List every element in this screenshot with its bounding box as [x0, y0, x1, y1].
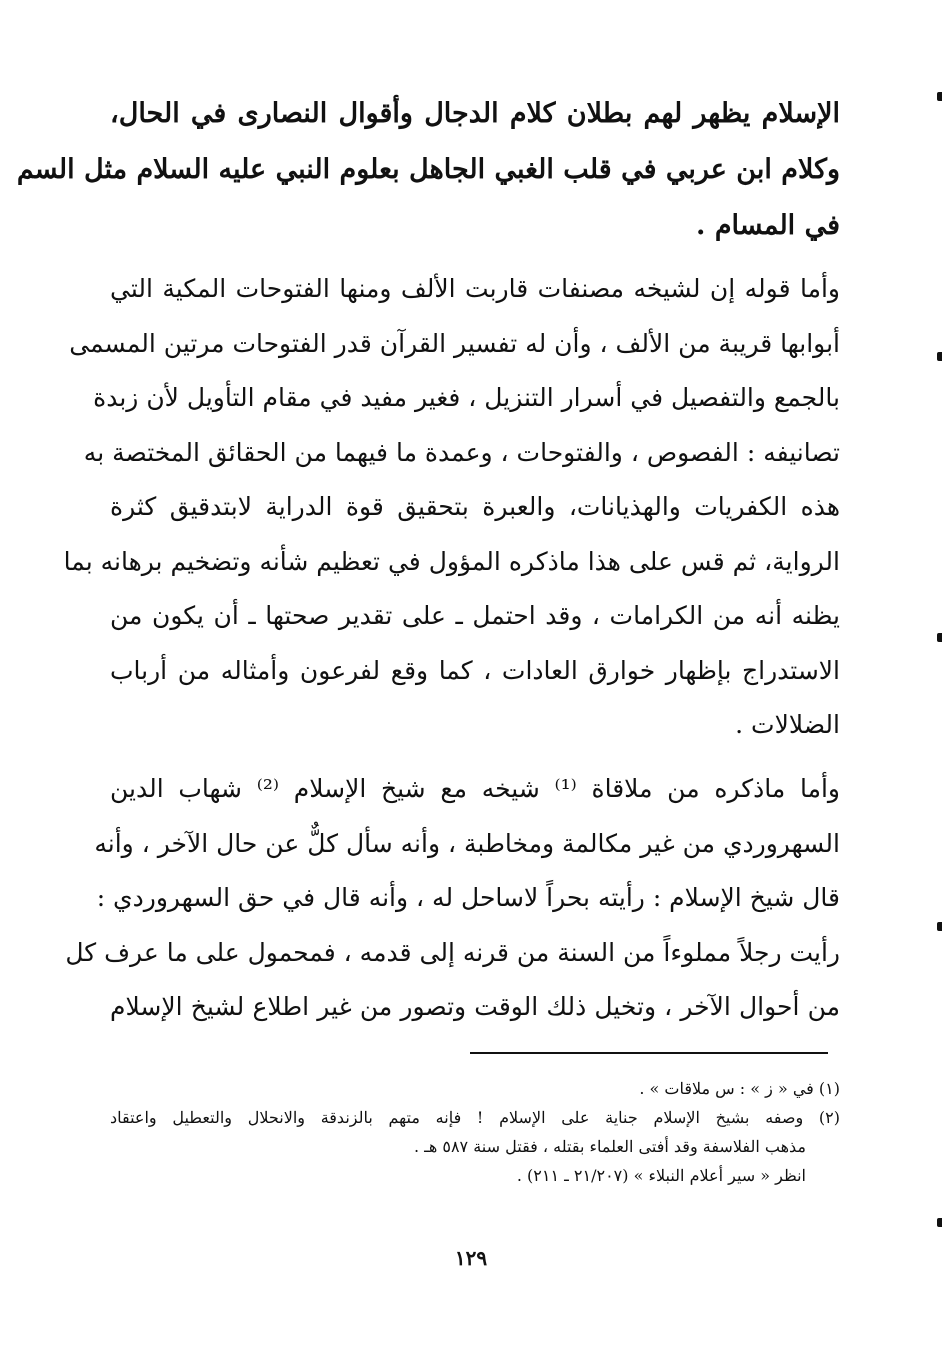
text-line: في المسام .: [696, 210, 840, 241]
page-number: ١٢٩: [454, 1246, 488, 1270]
text-line: الرواية، ثم قس على هذا ماذكره المؤول في تعظيم شأنه وتضخيم برهانه بما: [63, 546, 840, 576]
text-line: من أحوال الآخر ، وتخيل ذلك الوقت وتصور من غير اطلاع لشيخ الإسلام: [110, 992, 840, 1021]
footnote-2-line: (٢) وصفه بشيخ الإسلام جناية على الإسلام ! فإنه متهم بالزندقة والانحلال والتعطيل واعتقاد: [110, 1108, 840, 1127]
footnote-divider: [470, 1052, 828, 1054]
text-line: الإسلام يظهر لهم بطلان كلام الدجال وأقوال النصارى في الحال،: [110, 98, 840, 129]
scan-edge-mark: [937, 633, 942, 642]
text-line: وأما قوله إن لشيخه مصنفات قاربت الألف ومنها الفتوحات المكية التي: [110, 274, 840, 303]
bold-paragraph: [16, 86, 840, 254]
text-line: السهروردي من غير مكالمة ومخاطبة ، وأنه سأل كلٌّ عن حال الآخر ، وأنه: [94, 828, 840, 858]
scan-edge-mark: [937, 1218, 942, 1227]
footnote-2-reference: انظر « سير أعلام النبلاء » (٢١/٢٠٧ ـ ٢١١) .: [516, 1166, 806, 1185]
text-line: هذه الكفريات والهذيانات، والعبرة بتحقيق قوة الدراية لابتدقيق كثرة: [110, 492, 840, 521]
text-line: الاستدراج بإظهار خوارق العادات ، كما وقع لفرعون وأمثاله من أرباب: [110, 655, 840, 685]
text-line: وكلام ابن عربي في قلب الغبي الجاهل بعلوم النبي عليه السلام مثل السم: [16, 154, 840, 185]
text-line: قال شيخ الإسلام : رأيته بحراً لاساحل له ، وأنه قال في حق السهروردي :: [96, 883, 840, 912]
paragraph-3: [65, 762, 840, 1035]
footnote-2-line: مذهب الفلاسفة وقد أفتى العلماء بقتله ، فقتل سنة ٥٨٧ هـ .: [413, 1137, 806, 1156]
scan-edge-mark: [937, 922, 942, 931]
footnote-1: (١) في « ز » : س ملاقات » .: [639, 1079, 840, 1098]
text-line: الضلالات .: [735, 710, 840, 739]
text-line: يظنه أنه من الكرامات ، وقد احتمل ـ على تقدير صحتها ـ أن يكون من: [110, 601, 840, 630]
paragraph-2: [63, 262, 840, 753]
text-line: وأما ماذكره من ملاقاة ⁽¹⁾ شيخه مع شيخ الإسلام ⁽²⁾ شهاب الدين: [110, 774, 840, 803]
text-line: أبوابها قريبة من الألف ، وأن له تفسير القرآن قدر الفتوحات مرتين المسمى: [69, 328, 840, 358]
text-line: تصانيفه : الفصوص ، والفتوحات ، وعمدة ما فيهما من الحقائق المختصة به: [83, 437, 840, 467]
text-line: رأيت رجلاً مملوءاً من السنة من قرنه إلى قدمه ، فمحمول على ما عرف كل: [65, 937, 840, 967]
footnotes: [110, 1074, 840, 1190]
text-line: بالجمع والتفصيل في أسرار التنزيل ، فغير مفيد في مقام التأويل لأن زبدة: [93, 383, 840, 412]
scan-edge-mark: [937, 352, 942, 361]
scan-edge-mark: [937, 92, 942, 101]
